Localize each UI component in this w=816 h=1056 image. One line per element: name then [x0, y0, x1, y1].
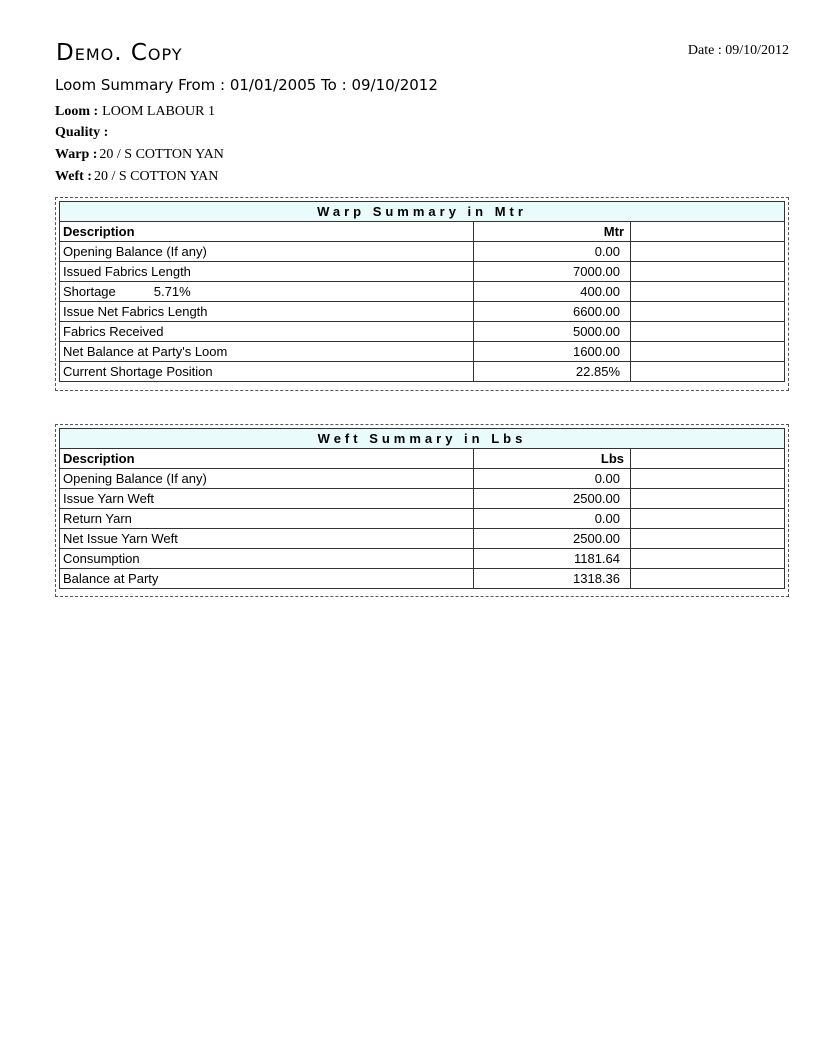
row-description: Fabrics Received — [60, 322, 474, 342]
date-value: 09/10/2012 — [725, 43, 789, 58]
document-title: Demo. Copy — [56, 40, 183, 66]
row-value: 1181.64 — [474, 549, 631, 569]
row-description: Issued Fabrics Length — [60, 262, 474, 282]
row-blank — [631, 302, 785, 322]
row-value: 7000.00 — [474, 262, 631, 282]
row-blank — [631, 569, 785, 589]
summary-range: Loom Summary From : 01/01/2005 To : 09/10/2012 — [55, 76, 438, 94]
loom-value: LOOM LABOUR 1 — [102, 104, 215, 119]
weft-label: Weft : — [55, 169, 92, 184]
warp-header-row — [60, 222, 785, 242]
table-row — [60, 489, 785, 509]
weft-col-description: Description — [60, 449, 474, 469]
warp-value: 20 / S COTTON YAN — [99, 147, 224, 162]
row-description: Balance at Party — [60, 569, 474, 589]
warp-label: Warp : — [55, 147, 98, 162]
weft-summary-box — [55, 424, 789, 597]
table-row — [60, 569, 785, 589]
warp-summary-caption: Warp Summary in Mtr — [60, 202, 785, 222]
quality-label: Quality : — [55, 125, 109, 140]
row-value: 2500.00 — [474, 529, 631, 549]
table-row — [60, 549, 785, 569]
row-description: Shortage 5.71% — [60, 282, 474, 302]
table-row — [60, 342, 785, 362]
warp-col-unit: Mtr — [474, 222, 631, 242]
loom-line — [55, 104, 215, 120]
warp-col-blank — [631, 222, 785, 242]
quality-line — [55, 125, 112, 141]
warp-summary-table — [59, 201, 785, 382]
row-blank — [631, 282, 785, 302]
row-value: 0.00 — [474, 509, 631, 529]
weft-line — [55, 169, 218, 185]
table-row — [60, 469, 785, 489]
row-blank — [631, 509, 785, 529]
row-value: 0.00 — [474, 469, 631, 489]
row-blank — [631, 489, 785, 509]
weft-col-unit: Lbs — [474, 449, 631, 469]
row-blank — [631, 342, 785, 362]
table-row — [60, 282, 785, 302]
table-row — [60, 362, 785, 382]
row-description: Issue Net Fabrics Length — [60, 302, 474, 322]
row-blank — [631, 469, 785, 489]
row-blank — [631, 242, 785, 262]
row-description: Net Balance at Party's Loom — [60, 342, 474, 362]
report-date — [688, 43, 789, 59]
row-description: Return Yarn — [60, 509, 474, 529]
row-blank — [631, 529, 785, 549]
table-row — [60, 529, 785, 549]
row-value: 1600.00 — [474, 342, 631, 362]
row-description: Opening Balance (If any) — [60, 242, 474, 262]
row-blank — [631, 322, 785, 342]
weft-col-blank — [631, 449, 785, 469]
weft-value: 20 / S COTTON YAN — [93, 169, 219, 184]
table-row — [60, 262, 785, 282]
date-label: Date : — [687, 43, 722, 58]
row-value: 22.85% — [474, 362, 631, 382]
shortage-percent: 5.71% — [153, 284, 191, 299]
row-blank — [631, 362, 785, 382]
row-description: Current Shortage Position — [60, 362, 474, 382]
weft-summary-caption: Weft Summary in Lbs — [60, 429, 785, 449]
row-value: 6600.00 — [474, 302, 631, 322]
row-value: 2500.00 — [474, 489, 631, 509]
table-row — [60, 242, 785, 262]
table-row — [60, 302, 785, 322]
row-description: Opening Balance (If any) — [60, 469, 474, 489]
row-value: 400.00 — [474, 282, 631, 302]
row-description: Consumption — [60, 549, 474, 569]
weft-summary-table — [59, 428, 785, 589]
warp-line — [55, 147, 224, 163]
loom-label: Loom : — [55, 104, 99, 119]
table-row — [60, 322, 785, 342]
warp-col-description: Description — [60, 222, 474, 242]
row-description: Net Issue Yarn Weft — [60, 529, 474, 549]
table-row — [60, 509, 785, 529]
row-blank — [631, 262, 785, 282]
row-value: 0.00 — [474, 242, 631, 262]
row-blank — [631, 549, 785, 569]
row-value: 5000.00 — [474, 322, 631, 342]
row-value: 1318.36 — [474, 569, 631, 589]
weft-header-row — [60, 449, 785, 469]
warp-summary-box — [55, 197, 789, 391]
row-description: Issue Yarn Weft — [60, 489, 474, 509]
